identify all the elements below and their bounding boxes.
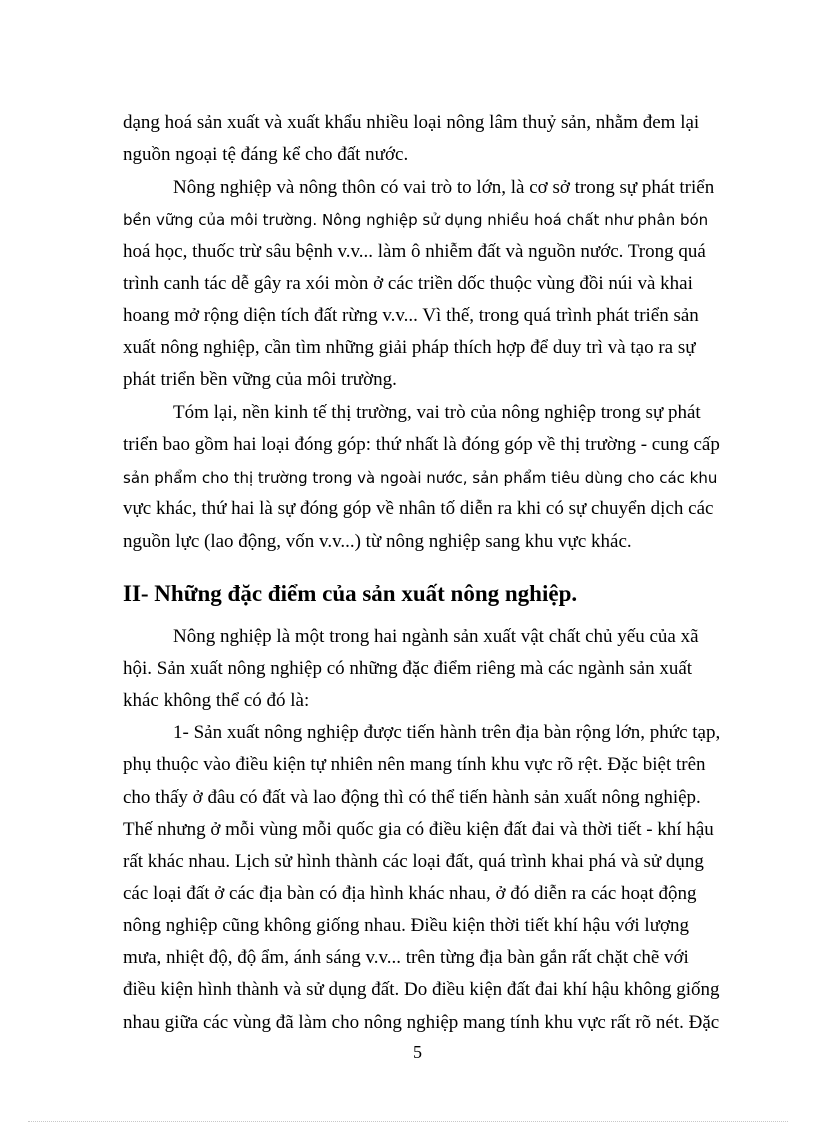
body-line: 1- Sản xuất nông nghiệp được tiến hành trên địa bàn rộng lớn, phức tạp, — [173, 722, 721, 743]
body-line: dạng hoá sản xuất và xuất khẩu nhiều loại nông lâm thuỷ sản, nhằm đem lại — [123, 112, 700, 133]
body-line: hoang mở rộng diện tích đất rừng v.v... Vì thế, trong quá trình phát triển sản — [123, 305, 699, 326]
body-line: xuất nông nghiệp, cần tìm những giải pháp thích hợp để duy trì và tạo ra sự — [123, 337, 696, 358]
body-line: Nông nghiệp và nông thôn có vai trò to lớn, là cơ sở trong sự phát triển — [173, 177, 715, 198]
body-line: hoá học, thuốc trừ sâu bệnh v.v... làm ô nhiễm đất và nguồn nước. Trong quá — [123, 241, 706, 262]
body-line: các loại đất ở các địa bàn có địa hình khác nhau, ở đó diễn ra các hoạt động — [123, 883, 697, 904]
body-line: Thế nhưng ở mỗi vùng mỗi quốc gia có điều kiện đất đai và thời tiết - khí hậu — [123, 819, 714, 840]
section-heading: II- Những đặc điểm của sản xuất nông nghiệp. — [123, 581, 578, 606]
page-bottom-divider — [28, 1121, 788, 1122]
body-line: Tóm lại, nền kinh tế thị trường, vai trò của nông nghiệp trong sự phát — [173, 402, 701, 423]
body-line: trình canh tác dễ gây ra xói mòn ở các triền dốc thuộc vùng đồi núi và khai — [123, 273, 693, 294]
body-line: bền vững của môi trường. Nông nghiệp sử dụng nhiều hoá chất như phân bón — [123, 211, 709, 229]
body-line: nguồn ngoại tệ đáng kể cho đất nước. — [123, 144, 409, 165]
body-line: cho thấy ở đâu có đất và lao động thì có thể tiến hành sản xuất nông nghiệp. — [123, 787, 701, 808]
body-line: nông nghiệp cũng không giống nhau. Điều kiện thời tiết khí hậu với lượng — [123, 915, 690, 936]
body-line: điều kiện hình thành và sử dụng đất. Do điều kiện đất đai khí hậu không giống — [123, 979, 720, 1000]
body-line: nhau giữa các vùng đã làm cho nông nghiệp mang tính khu vực rất rõ nét. Đặc — [123, 1012, 720, 1033]
body-line: vực khác, thứ hai là sự đóng góp về nhân tố diễn ra khi có sự chuyển dịch các — [123, 498, 714, 519]
body-line: hội. Sản xuất nông nghiệp có những đặc điểm riêng mà các ngành sản xuất — [123, 658, 693, 679]
body-line: sản phẩm cho thị trường trong và ngoài nước, sản phẩm tiêu dùng cho các khu — [123, 469, 718, 487]
body-line: mưa, nhiệt độ, độ ẩm, ánh sáng v.v... trên từng địa bàn gắn rất chặt chẽ với — [123, 947, 689, 968]
body-line: rất khác nhau. Lịch sử hình thành các loại đất, quá trình khai phá và sử dụng — [123, 851, 704, 872]
body-line: phụ thuộc vào điều kiện tự nhiên nên mang tính khu vực rõ rệt. Đặc biệt trên — [123, 754, 706, 775]
body-line: triển bao gồm hai loại đóng góp: thứ nhất là đóng góp về thị trường - cung cấp — [123, 434, 720, 455]
body-line: Nông nghiệp là một trong hai ngành sản xuất vật chất chủ yếu của xã — [173, 626, 699, 647]
page-number: 5 — [413, 1042, 422, 1062]
body-line: nguồn lực (lao động, vốn v.v...) từ nông nghiệp sang khu vực khác. — [123, 531, 632, 552]
body-line: phát triển bền vững của môi trường. — [123, 369, 397, 390]
body-line: khác không thể có đó là: — [123, 690, 310, 711]
